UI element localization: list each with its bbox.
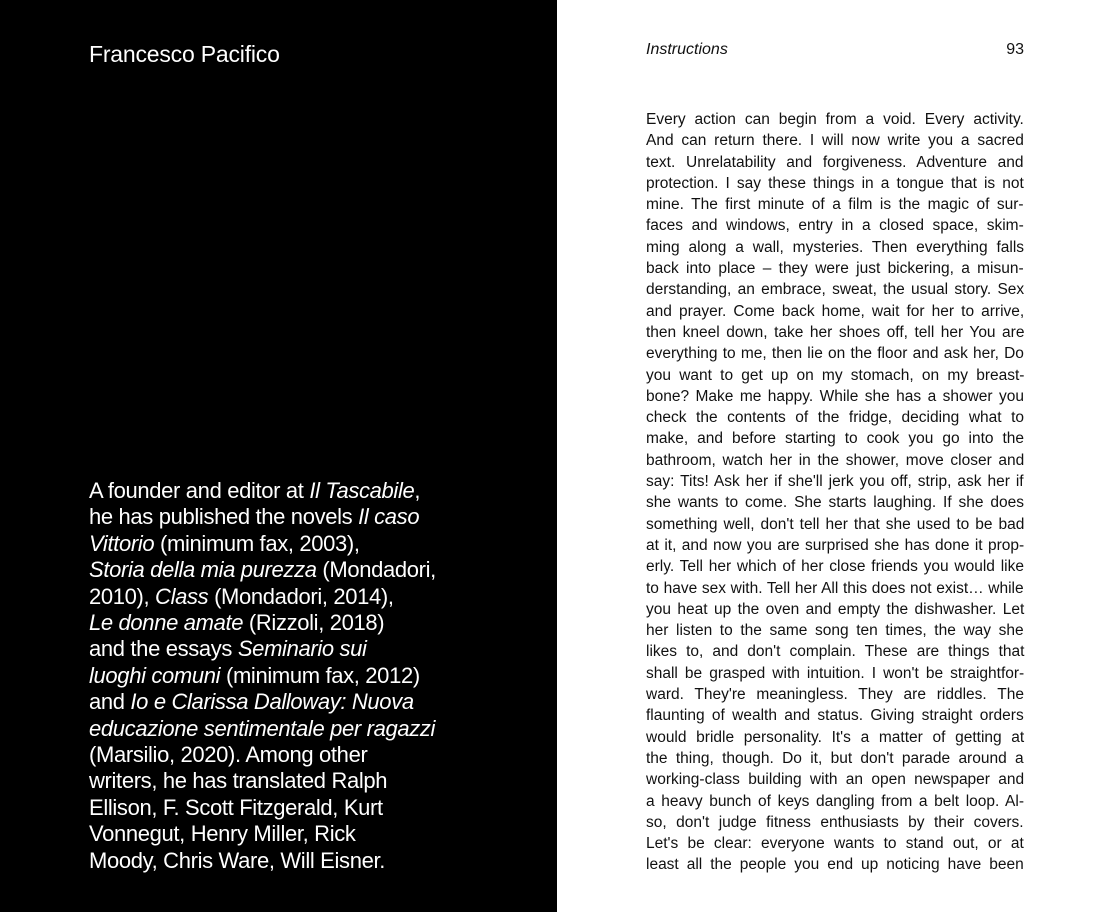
bio-line: [89, 848, 499, 874]
body-line: make, and before starting to cook you go into the: [646, 430, 1025, 448]
body-line: ward. They're meaningless. They are riddles. The: [646, 686, 1024, 704]
body-line: bathroom, watch her in the shower, move closer and: [646, 451, 1025, 469]
body-line: and prayer. Come back home, wait for her to arrive,: [646, 302, 1025, 320]
body-line: mine. The first minute of a film is the magic of sur-: [646, 196, 1024, 214]
body-line: so, don't judge fitness enthusiasts by their covers.: [646, 813, 1024, 831]
bio-text: (Rizzoli, 2018): [243, 610, 385, 636]
bio-italic-title: Storia della mia purezza: [89, 557, 317, 583]
bio-line: [89, 531, 499, 557]
bio-line: [89, 504, 499, 530]
bio-italic-title: educazione sentimentale per ragazzi: [89, 715, 436, 741]
bio-text: writers, he has translated Ralph: [89, 768, 388, 794]
bio-line: [89, 636, 499, 662]
bio-italic-title: Il Tascabile: [309, 478, 415, 503]
body-line: to have sex with. Tell her All this does not exist… while: [646, 579, 1024, 597]
body-line: least all the people you end up noticing have been: [646, 856, 1024, 874]
author-name: Francesco Pacifico: [89, 41, 280, 67]
body-line: shall be grasped with intuition. I won't be straightfor-: [646, 664, 1025, 682]
bio-text: and the essays: [89, 636, 238, 662]
body-line: say: Tits! Ask her if she'll jerk you off, strip, ask her if: [646, 473, 1024, 491]
body-line: working-class building with an open newspaper and: [646, 771, 1025, 789]
body-line: a heavy bunch of keys dangling from a belt loop. Al-: [646, 792, 1024, 810]
bio-italic-title: Class: [155, 583, 209, 609]
bio-text: (Mondadori, 2014),: [208, 583, 394, 609]
bio-italic-title: luoghi comuni: [89, 662, 221, 688]
body-line: ming along a wall, mysteries. Then everything falls: [646, 238, 1025, 256]
body-line: And can return there. I will now write you a sacred: [646, 132, 1024, 150]
bio-italic-title: Vittorio: [89, 530, 155, 556]
body-line: she wants to come. She starts laughing. If she does: [646, 494, 1024, 512]
bio-line: [89, 584, 499, 610]
body-line: derstanding, an embrace, sweat, the usual story. Sex: [646, 281, 1025, 299]
bio-text: ,: [414, 478, 421, 503]
bio-text: Vonnegut, Henry Miller, Rick: [89, 821, 356, 847]
bio-italic-title: Il caso: [358, 504, 420, 530]
body-line: back into place – they were just bickering, a misun-: [646, 260, 1024, 278]
bio-text: (minimum fax, 2012): [220, 662, 420, 688]
body-line: would bridle personality. It's a matter of getting at: [646, 728, 1025, 746]
bio-line: [89, 610, 499, 636]
body-line: you heat up the oven and empty the dishwasher. Let: [646, 600, 1025, 618]
body-line: her listen to the same song ten times, the way she: [646, 622, 1024, 640]
body-line: check the contents of the fridge, deciding what to: [646, 409, 1025, 427]
author-bio: [89, 478, 499, 874]
body-line: Every action can begin from a void. Every activity.: [646, 111, 1024, 128]
body-line: erly. Tell her which of her close friends you would like: [646, 558, 1024, 576]
bio-italic-title: Seminario sui: [237, 636, 367, 662]
body-line: flaunting of wealth and status. Giving straight orders: [646, 707, 1024, 725]
bio-line: [89, 478, 499, 504]
bio-text: he has published the novels: [89, 504, 359, 530]
bio-line: [89, 557, 499, 583]
body-line: the thing, though. Do it, but don't parade around a: [646, 749, 1024, 767]
bio-text: and: [89, 689, 131, 715]
body-line: bone? Make me happy. While she has a shower you: [646, 387, 1024, 405]
body-line: everything to me, then lie on the floor and ask her, Do: [646, 345, 1024, 363]
bio-line: [89, 795, 499, 821]
bio-text: (Marsilio, 2020). Among other: [89, 742, 368, 768]
bio-text: A founder and editor at: [89, 478, 310, 503]
body-line: then kneel down, take her shoes off, tell her You are: [646, 323, 1025, 341]
body-line: protection. I say these things in a tongue that is not: [646, 174, 1024, 192]
bio-line: [89, 821, 499, 847]
bio-text: (minimum fax, 2003),: [154, 530, 360, 556]
bio-italic-title: Io e Clarissa Dalloway: Nuova: [130, 689, 414, 715]
body-line: faces and windows, entry in a closed space, skim-: [646, 217, 1024, 235]
bio-line: [89, 689, 499, 715]
bio-text: (Mondadori,: [316, 557, 436, 583]
running-head: Instructions: [646, 41, 728, 58]
body-line: at it, and now you are surprised she has done it prop-: [646, 536, 1025, 554]
body-line: Let's be clear: everyone wants to stand out, or at: [646, 835, 1024, 853]
bio-text: Moody, Chris Ware, Will Eisner.: [89, 847, 385, 873]
right-page: [557, 0, 1113, 912]
body-line: text. Unrelatability and forgiveness. Adventure and: [646, 153, 1024, 171]
bio-line: [89, 768, 499, 794]
body-line: something well, don't tell her that she used to be bad: [646, 515, 1025, 533]
bio-text: 2010),: [89, 583, 156, 609]
bio-line: [89, 716, 499, 742]
body-text: [646, 109, 1024, 876]
bio-line: [89, 663, 499, 689]
body-line: likes to, and don't complain. These are things that: [646, 643, 1025, 661]
bio-line: [89, 742, 499, 768]
page-number: 93: [1006, 41, 1024, 58]
bio-text: Ellison, F. Scott Fitzgerald, Kurt: [89, 794, 383, 820]
body-line: you want to get up on my stomach, on my breast-: [646, 366, 1025, 384]
bio-italic-title: Le donne amate: [89, 610, 244, 636]
